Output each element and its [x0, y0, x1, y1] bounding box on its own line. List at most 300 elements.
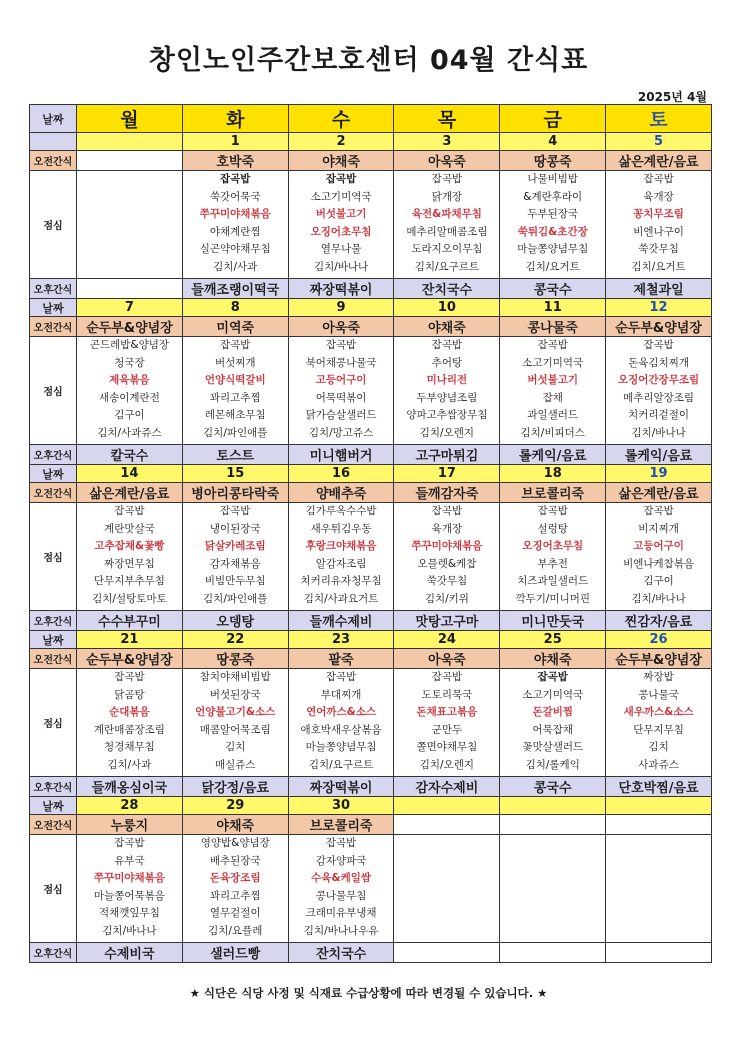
lunch-item: 잡곡밥 [643, 505, 674, 517]
am-snack-cell: 양배추죽 [288, 483, 394, 503]
date-cell: 22 [182, 631, 288, 649]
lunch-cell [182, 171, 288, 279]
lunch-item: 잡곡밥 [325, 837, 357, 849]
lunch-item: 쭈꾸미야채볶음 [411, 540, 483, 552]
pm-snack-cell: 들깨수제비 [288, 611, 394, 631]
lunch-item: 잡곡밥 [325, 671, 357, 683]
lunch-item: 북어채콩나물국 [305, 356, 377, 369]
lunch-item: 애호박새우살볶음 [300, 723, 382, 736]
pm-snack-cell: 짜장떡볶이 [288, 777, 394, 797]
lunch-row [30, 337, 712, 445]
date-cell: 5 [606, 133, 712, 151]
pm-snack-cell [500, 943, 606, 963]
am-snack-label: 오전간식 [30, 317, 77, 337]
am-snack-cell: 순두부&양념장 [77, 649, 183, 669]
lunch-item: 단무지부추무침 [93, 575, 165, 587]
pm-snack-cell: 칼국수 [77, 445, 183, 465]
lunch-label: 점심 [30, 835, 77, 943]
lunch-item: 김치/바나나 [102, 924, 157, 937]
lunch-item: 김치/오렌지 [419, 758, 475, 771]
date-cell: 3 [394, 133, 500, 151]
lunch-item: 열무나물 [320, 243, 362, 255]
lunch-item: 미나리전 [426, 374, 468, 386]
lunch-cell [500, 503, 606, 611]
pm-snack-cell: 고구마튀김 [394, 445, 500, 465]
lunch-cell [288, 669, 394, 777]
lunch-item: 수육&케일쌈 [311, 872, 371, 884]
weekday-header: 화 [182, 105, 288, 133]
lunch-item: 고등어구이 [633, 540, 684, 552]
lunch-item: 잡곡밥 [643, 173, 674, 185]
pm-snack-cell: 짜장떡볶이 [288, 279, 394, 299]
lunch-item: 잡곡밥 [220, 339, 251, 351]
lunch-cell [288, 835, 394, 943]
lunch-item: 새송이계란전 [98, 391, 160, 404]
lunch-item: 김치/바나나 [631, 592, 686, 605]
pm-snack-cell: 잔치국수 [394, 279, 500, 299]
lunch-item: 김치/바나나 [631, 426, 686, 439]
am-snack-cell: 브로콜리죽 [500, 483, 606, 503]
am-snack-cell: 브로콜리죽 [288, 815, 394, 835]
lunch-cell [394, 503, 500, 611]
pm-snack-cell: 콩국수 [500, 279, 606, 299]
pm-snack-cell: 오뎅탕 [182, 611, 288, 631]
lunch-item: 쑥튀김&초간장 [517, 225, 588, 238]
am-snack-cell: 삶은계란/음료 [606, 151, 712, 171]
lunch-cell [500, 171, 606, 279]
lunch-cell [394, 835, 500, 943]
lunch-item: 김치/비피더스 [520, 426, 585, 439]
lunch-item: 닭살카레조림 [204, 540, 266, 552]
date-row-label: 날짜 [30, 797, 77, 815]
pm-snack-cell: 들깨조랭이떡국 [182, 279, 288, 299]
lunch-item: 김치/파인애플 [203, 426, 268, 439]
pm-snack-row [30, 445, 712, 465]
lunch-item: 비엔나케찹볶음 [623, 557, 695, 570]
lunch-item: 크래미유부냉채 [305, 907, 377, 919]
am-snack-cell: 호박죽 [182, 151, 288, 171]
lunch-item: 돈육장조림 [209, 872, 261, 884]
lunch-item: 꽁치무조림 [633, 208, 684, 220]
lunch-cell [77, 171, 183, 279]
weekday-header-row [30, 105, 712, 133]
lunch-cell [77, 835, 183, 943]
lunch-item: 잡곡밥 [220, 173, 251, 185]
lunch-item: 김치/바나나우유 [303, 924, 379, 937]
pm-snack-cell: 제철과일 [606, 279, 712, 299]
date-row [30, 465, 712, 483]
date-row-label: 날짜 [30, 299, 77, 317]
lunch-cell [288, 503, 394, 611]
pm-snack-cell: 샐러드빵 [182, 943, 288, 963]
lunch-cell [394, 337, 500, 445]
lunch-cell [182, 835, 288, 943]
lunch-cell [606, 337, 712, 445]
lunch-item: 버섯찌개 [214, 356, 256, 369]
lunch-item: 매콤알어묵조림 [199, 723, 271, 736]
pm-snack-cell: 들깨옹심이국 [77, 777, 183, 797]
date-row [30, 299, 712, 317]
date-cell: 24 [394, 631, 500, 649]
lunch-item: 매실쥬스 [214, 758, 256, 771]
am-snack-cell: 아욱죽 [394, 649, 500, 669]
lunch-item: 후랑크야채볶음 [305, 540, 377, 552]
lunch-item: 야채계란찜 [209, 225, 261, 238]
am-snack-cell: 들깨감자죽 [394, 483, 500, 503]
lunch-item: 쭈꾸미야채볶음 [93, 872, 165, 884]
lunch-item: 고추잡채&꽃빵 [94, 540, 165, 552]
pm-snack-cell: 감자수제비 [394, 777, 500, 797]
lunch-item: 두부된장국 [527, 208, 579, 220]
footnote: ★ 식단은 식당 사정 및 식재료 수급상황에 따라 변경될 수 있습니다. ★ [189, 986, 548, 1000]
pm-snack-label: 오후간식 [30, 279, 77, 299]
lunch-item: 군만두 [431, 723, 463, 736]
lunch-item: 나물비빔밥 [527, 173, 579, 185]
lunch-item: 돈채표고볶음 [416, 706, 478, 718]
lunch-item: 짜장밥 [643, 671, 674, 683]
lunch-row [30, 669, 712, 777]
lunch-item: 돈갈비찜 [532, 706, 574, 718]
lunch-item: 깍두기/미니머핀 [515, 592, 590, 605]
lunch-item: 잡곡밥 [114, 837, 145, 849]
am-snack-cell [500, 815, 606, 835]
date-cell [500, 797, 606, 815]
date-cell [606, 797, 712, 815]
pm-snack-cell [77, 279, 183, 299]
am-snack-row [30, 649, 712, 669]
menu-table [29, 104, 712, 963]
lunch-item: 부추전 [537, 557, 568, 570]
lunch-row [30, 171, 712, 279]
date-cell [77, 133, 183, 151]
lunch-cell [288, 337, 394, 445]
lunch-item: 쑥갓무침 [426, 575, 468, 587]
lunch-item: 비엔나구이 [633, 225, 684, 238]
date-cell: 4 [500, 133, 606, 151]
lunch-item: 김치/오렌지 [419, 426, 475, 439]
lunch-label: 점심 [30, 503, 77, 611]
lunch-item: 적채깻잎무침 [98, 907, 160, 919]
am-snack-row [30, 151, 712, 171]
lunch-cell [606, 669, 712, 777]
lunch-item: 새우튀김우동 [310, 522, 372, 535]
lunch-item: 쑥갓무침 [638, 243, 679, 255]
lunch-item: 김치/요구르트 [414, 260, 480, 273]
lunch-item: 언양불고기&소스 [195, 706, 276, 718]
date-cell: 15 [182, 465, 288, 483]
lunch-item: 쫄면야채무침 [416, 741, 478, 753]
lunch-item: 오믈렛&케찹 [417, 557, 477, 570]
pm-snack-cell: 미니만둣국 [500, 611, 606, 631]
pm-snack-cell: 맛탕고구마 [394, 611, 500, 631]
lunch-label: 점심 [30, 337, 77, 445]
lunch-item: 부대찌개 [320, 688, 362, 701]
lunch-item: 짜장면무침 [104, 557, 155, 570]
lunch-cell [394, 171, 500, 279]
lunch-label: 점심 [30, 171, 77, 279]
day-label: 날짜 [30, 105, 77, 133]
am-snack-cell [77, 151, 183, 171]
date-row [30, 797, 712, 815]
date-row [30, 631, 712, 649]
lunch-item: 버섯불고기 [315, 208, 367, 220]
lunch-item: 유부국 [114, 854, 145, 867]
lunch-item: 꽃맛살샐러드 [522, 741, 584, 753]
am-snack-cell: 삶은계란/음료 [606, 483, 712, 503]
date-cell: 26 [606, 631, 712, 649]
lunch-item: 양파고추쌈장무침 [406, 409, 488, 421]
date-cell: 29 [182, 797, 288, 815]
lunch-item: 닭곰탕 [114, 688, 145, 701]
lunch-item: 연어까스&소스 [306, 706, 377, 718]
lunch-item: 김구이 [643, 575, 674, 587]
am-snack-cell: 순두부&양념장 [606, 317, 712, 337]
date-cell: 10 [394, 299, 500, 317]
lunch-item: 김치/사과 [213, 260, 258, 273]
lunch-cell [500, 835, 606, 943]
lunch-item: 김치/요구르트 [308, 758, 374, 771]
am-snack-cell: 야채죽 [394, 317, 500, 337]
lunch-item: 제육볶음 [109, 374, 150, 386]
date-cell: 25 [500, 631, 606, 649]
lunch-item: 사과쥬스 [638, 758, 679, 771]
lunch-item: 잡곡밥 [431, 173, 463, 185]
lunch-item: 소고기미역국 [310, 190, 372, 203]
lunch-item: 꽈리고추찜 [209, 889, 261, 902]
lunch-cell [77, 669, 183, 777]
lunch-item: 계란맛살국 [104, 522, 155, 535]
am-snack-row [30, 317, 712, 337]
lunch-item: 마늘쫑양념무침 [305, 741, 377, 753]
pm-snack-cell: 롤케익/음료 [500, 445, 606, 465]
date-row-label: 날짜 [30, 631, 77, 649]
lunch-item: 실곤약야채무침 [199, 243, 271, 255]
lunch-item: 잡곡밥 [537, 339, 568, 351]
pm-snack-label: 오후간식 [30, 777, 77, 797]
date-row-label [30, 133, 77, 151]
am-snack-cell: 순두부&양념장 [77, 317, 183, 337]
pm-snack-cell: 잔치국수 [288, 943, 394, 963]
pm-snack-cell: 닭강정/음료 [182, 777, 288, 797]
pm-snack-cell: 콩국수 [500, 777, 606, 797]
pm-snack-cell: 찐감자/음료 [606, 611, 712, 631]
lunch-item: 잡곡밥 [537, 671, 568, 683]
lunch-item: 김치/사과요거트 [303, 592, 379, 605]
lunch-item: 감자양파국 [315, 854, 367, 867]
date-cell: 12 [606, 299, 712, 317]
date-cell: 2 [288, 133, 394, 151]
pm-snack-cell [606, 943, 712, 963]
lunch-item: 열무겉절이 [209, 907, 261, 919]
lunch-item: 육개장 [643, 190, 674, 203]
pm-snack-label: 오후간식 [30, 943, 77, 963]
am-snack-cell: 야채죽 [182, 815, 288, 835]
lunch-item: 잡곡밥 [325, 173, 357, 185]
date-cell: 18 [500, 465, 606, 483]
lunch-item: 김치 [225, 741, 246, 753]
lunch-item: 김가루옥수수밥 [305, 505, 377, 517]
lunch-item: 배추된장국 [209, 854, 261, 867]
lunch-item: 레몬해초무침 [204, 409, 266, 421]
date-cell: 14 [77, 465, 183, 483]
lunch-label: 점심 [30, 669, 77, 777]
am-snack-cell [394, 815, 500, 835]
lunch-item: 김치/파인애플 [203, 592, 268, 605]
lunch-item: 계란매콤장조림 [93, 723, 165, 736]
lunch-item: 콩나물국 [638, 688, 679, 701]
lunch-item: 설렁탕 [537, 522, 568, 535]
pm-snack-label: 오후간식 [30, 611, 77, 631]
lunch-item: 잡곡밥 [220, 505, 251, 517]
lunch-item: 쭈꾸미야채볶음 [199, 208, 271, 220]
am-snack-row [30, 483, 712, 503]
lunch-item: 오징어초무침 [310, 225, 372, 238]
am-snack-cell: 순두부&양념장 [606, 649, 712, 669]
lunch-item: 참치야채비빔밥 [199, 671, 271, 683]
lunch-cell [606, 835, 712, 943]
lunch-item: 곤드레밥&양념장 [89, 339, 170, 351]
date-cell: 23 [288, 631, 394, 649]
am-snack-cell [606, 815, 712, 835]
am-snack-cell: 삶은계란/음료 [77, 483, 183, 503]
lunch-item: 잡곡밥 [114, 671, 145, 683]
lunch-item: 잡곡밥 [431, 339, 463, 351]
lunch-item: 김치/키위 [424, 592, 469, 605]
lunch-item: 청경채무침 [104, 741, 155, 753]
pm-snack-row [30, 611, 712, 631]
month-label: 2025년 4월 [637, 90, 707, 104]
am-snack-label: 오전간식 [30, 151, 77, 171]
am-snack-cell: 땅콩죽 [182, 649, 288, 669]
lunch-item: 마늘쫑양념무침 [517, 243, 589, 255]
lunch-item: 치커리유자청무침 [300, 575, 382, 587]
lunch-item: 쑥갓어묵국 [209, 190, 261, 203]
pm-snack-label: 오후간식 [30, 445, 77, 465]
lunch-item: 어묵잡채 [532, 723, 574, 736]
date-cell: 1 [182, 133, 288, 151]
lunch-item: 치즈과일샐러드 [517, 575, 589, 587]
lunch-item: 메추리알장조림 [623, 391, 695, 404]
am-snack-label: 오전간식 [30, 483, 77, 503]
lunch-cell [606, 503, 712, 611]
lunch-cell [77, 337, 183, 445]
lunch-item: 소고기미역국 [522, 688, 584, 701]
lunch-item: &계란후라이 [523, 190, 583, 203]
pm-snack-cell: 수수부꾸미 [77, 611, 183, 631]
weekday-header: 수 [288, 105, 394, 133]
lunch-item: 버섯불고기 [527, 374, 579, 386]
lunch-item: 언양식떡갈비 [204, 374, 266, 386]
date-cell: 8 [182, 299, 288, 317]
pm-snack-cell: 토스트 [182, 445, 288, 465]
lunch-item: 영양밥&양념장 [200, 837, 270, 849]
lunch-item: 잡곡밥 [643, 339, 674, 351]
lunch-item: 고등어구이 [315, 374, 367, 386]
lunch-item: 닭가슴살샐러드 [305, 409, 377, 421]
pm-snack-cell: 롤케익/음료 [606, 445, 712, 465]
lunch-item: 비지찌개 [638, 522, 679, 535]
lunch-item: 마늘쫑어묵볶음 [93, 889, 165, 902]
lunch-cell [288, 171, 394, 279]
lunch-item: 잡곡밥 [537, 505, 568, 517]
weekday-header: 월 [77, 105, 183, 133]
date-cell: 28 [77, 797, 183, 815]
lunch-item: 도라지오이무침 [411, 243, 483, 255]
date-cell: 9 [288, 299, 394, 317]
lunch-row [30, 503, 712, 611]
lunch-item: 감자채볶음 [209, 557, 261, 570]
date-cell: 16 [288, 465, 394, 483]
lunch-item: 추어탕 [431, 356, 463, 369]
date-cell: 21 [77, 631, 183, 649]
lunch-item: 돈육김치찌개 [628, 356, 689, 369]
lunch-item: 잡곡밥 [431, 671, 463, 683]
lunch-item: 김치/요거트 [525, 260, 580, 273]
pm-snack-row [30, 943, 712, 963]
weekday-header: 토 [606, 105, 712, 133]
pm-snack-cell [394, 943, 500, 963]
lunch-item: 오징어간장무조림 [617, 374, 700, 386]
lunch-cell [182, 337, 288, 445]
date-row-label: 날짜 [30, 465, 77, 483]
lunch-item: 치커리겉절이 [628, 409, 689, 421]
am-snack-cell: 병아리콩타락죽 [182, 483, 288, 503]
am-snack-cell: 아욱죽 [288, 317, 394, 337]
date-cell: 11 [500, 299, 606, 317]
lunch-item: 알감자조림 [315, 557, 367, 570]
date-row [30, 133, 712, 151]
pm-snack-cell: 단호박찜/음료 [606, 777, 712, 797]
lunch-item: 버섯된장국 [209, 688, 261, 701]
date-cell: 30 [288, 797, 394, 815]
lunch-item: 새우까스&소스 [623, 706, 694, 718]
lunch-item: 김치/요플레 [208, 924, 263, 937]
date-cell: 7 [77, 299, 183, 317]
lunch-item: 비빔만두무침 [204, 575, 266, 587]
weekday-header: 목 [394, 105, 500, 133]
lunch-row [30, 835, 712, 943]
lunch-item: 김치/바나나 [313, 260, 369, 273]
lunch-item: 김치/망고쥬스 [308, 426, 374, 439]
lunch-item: 잡곡밥 [114, 505, 145, 517]
lunch-item: 순대볶음 [109, 706, 150, 718]
am-snack-cell: 미역죽 [182, 317, 288, 337]
weekday-header: 금 [500, 105, 606, 133]
lunch-item: 김치/설탕토마토 [92, 592, 167, 605]
am-snack-cell: 팥죽 [288, 649, 394, 669]
lunch-item: 김치/사과 [107, 758, 152, 771]
lunch-item: 김구이 [114, 409, 145, 421]
pm-snack-cell: 미니햄버거 [288, 445, 394, 465]
lunch-item: 단무지무침 [633, 723, 684, 736]
lunch-item: 메추리알매콤조림 [406, 225, 488, 238]
pm-snack-row [30, 279, 712, 299]
am-snack-cell: 땅콩죽 [500, 151, 606, 171]
lunch-item: 김치/요거트 [631, 260, 686, 273]
lunch-item: 잡채 [542, 391, 563, 404]
lunch-cell [500, 669, 606, 777]
lunch-item: 김치/롤케익 [525, 758, 580, 771]
pm-snack-cell: 수제비국 [77, 943, 183, 963]
date-cell: 17 [394, 465, 500, 483]
lunch-item: 잡곡밥 [431, 505, 463, 517]
lunch-cell [606, 171, 712, 279]
lunch-cell [500, 337, 606, 445]
am-snack-label: 오전간식 [30, 649, 77, 669]
lunch-cell [182, 669, 288, 777]
lunch-item: 두부양념조림 [416, 391, 478, 404]
lunch-item: 냉이된장국 [209, 522, 261, 535]
